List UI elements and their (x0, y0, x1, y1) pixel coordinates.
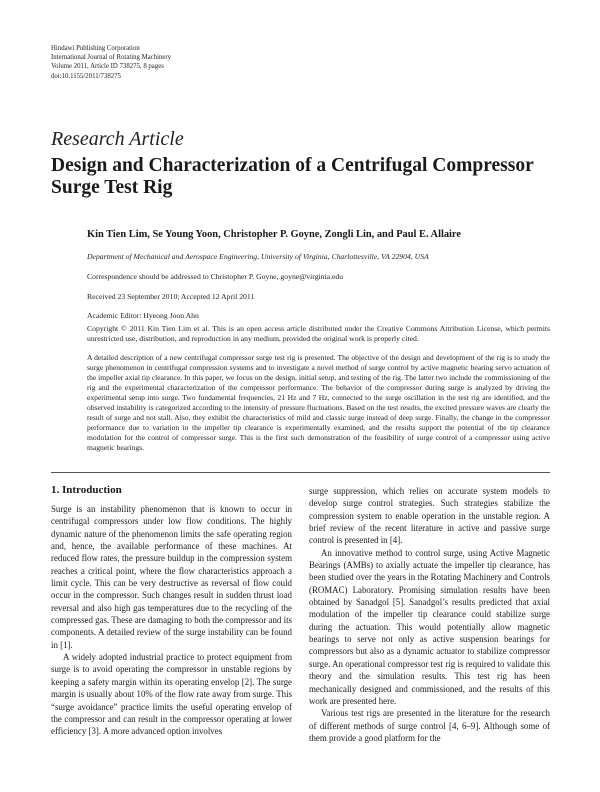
journal-header (51, 44, 171, 81)
author-list: Kin Tien Lim, Se Young Yoon, Christopher P. Goyne, Zongli Lin, and Paul E. Allaire (87, 229, 461, 240)
received-accepted-dates: Received 23 September 2010; Accepted 12 April 2011 (87, 292, 255, 301)
left-column (51, 503, 292, 738)
paragraph: A widely adopted industrial practice to protect equipment from surge is to avoid operating the compressor in unstable regions by keeping a safety margin within its operating envelop [2]. The surge margin is usually about 10% of the flow rate away from surge. This “surge avoidance” practice limits the useful operating envelop of the compressor and can result in the compressor operating at lower efficiency [3]. A more advanced option involves (51, 652, 292, 737)
section-heading: 1. Introduction (51, 484, 122, 496)
academic-editor: Academic Editor: Hyeong Joon Ahn (87, 311, 199, 320)
affiliation: Department of Mechanical and Aerospace Engineering, University of Virginia, Charlottesville, VA 22904, USA (87, 252, 429, 261)
article-title: Design and Characterization of a Centrifugal Compressor Surge Test Rig (51, 155, 534, 198)
correspondence: Correspondence should be addressed to Christopher P. Goyne, goyne@virginia.edu (87, 272, 344, 281)
copyright-notice: Copyright © 2011 Kin Tien Lim et al. This is an open access article distributed under the Creative Commons Attribution License, which permits unrestricted use, distribution, and reproduction in any medium, provided the original work is properly cited. (87, 324, 550, 343)
section-divider (51, 472, 550, 473)
doi-line: doi:10.1155/2011/738275 (51, 72, 121, 80)
right-column (309, 485, 550, 744)
volume-line: Volume 2011, Article ID 738275, 8 pages (51, 63, 164, 71)
publisher-line: Hindawi Publishing Corporation (51, 45, 140, 52)
paragraph: surge suppression, which relies on accurate system models to develop surge control strategies. Such strategies stabilize the compression system to enable operation in the unstable region. A brief review of the recent literature in active and passive surge control is presented in [4]. (309, 486, 550, 546)
paragraph: An innovative method to control surge, using Active Magnetic Bearings (AMBs) to axially actuate the impeller tip clearance, has been studied over the years in the Rotating Machinery and Controls (ROMAC) Laboratory. Promising simulation results have been obtained by Sanadgol [5]. Sanadgol’s results predicted that axial modulation of the impeller tip clearance could stabilize surge during the actuation. This would potentially allow magnetic bearings to serve not only as active suspension bearings for compressors but also as a dynamic actuator to stabilize compressor surge. An operational compressor test rig is required to validate this theory and the simulation results. This test rig has been mechanically designed and commissioned, and the results of this work are presented here. (309, 547, 550, 706)
article-type: Research Article (51, 128, 184, 150)
journal-name: International Journal of Rotating Machinery (51, 54, 172, 62)
paragraph: Surge is an instability phenomenon that is known to occur in centrifugal compressors under low flow conditions. The highly dynamic nature of the phenomenon limits the safe operating region and, hence, the available performance of these machines. At reduced flow rates, the pressure buildup in the compression system reaches a critical point, where the flow characteristics approach a limit cycle. This can be very destructive as reversal of flow could occur in the compressor. Such changes result in sudden thrust load reversal and also high gas temperatures due to the recycling of the compressed gas. These are damaging to both the compressor and its components. A detailed review of the surge instability can be found in [1]. (51, 504, 292, 650)
abstract: A detailed description of a new centrifugal compressor surge test rig is presented. The objective of the design and development of the rig is to study the surge phenomenon in centrifugal compression systems and to investigate a novel method of surge control by active magnetic bearing servo actuation of the impeller axial tip clearance. In this paper, we focus on the design, initial setup, and testing of the rig. The latter two include the commissioning of the rig and the experimental characterization of the compressor performance. The behavior of the compressor during surge is analyzed by driving the experimental setup into surge. Two fundamental frequencies, 21 Hz and 7 Hz, connected to the surge oscillation in the test rig are identified, and the observed instability is categorized according to the intensity of pressure fluctuations. Based on the test results, the excited pressure waves are clearly the result of surge and not stall. Also, they exhibit the characteristics of mild and classic surge instead of deep surge. Finally, the change in the compressor performance due to variation in the impeller tip clearance is experimentally examined, and the results support the potential of the tip clearance modulation for the control of compressor surge. This is the first such demonstration of the feasibility of surge control of a compressor using active magnetic bearings. (87, 353, 550, 452)
paragraph: Various test rigs are presented in the literature for the research of different methods of surge control [4, 6–9]. Although some of them provide a good platform for the (309, 708, 550, 743)
